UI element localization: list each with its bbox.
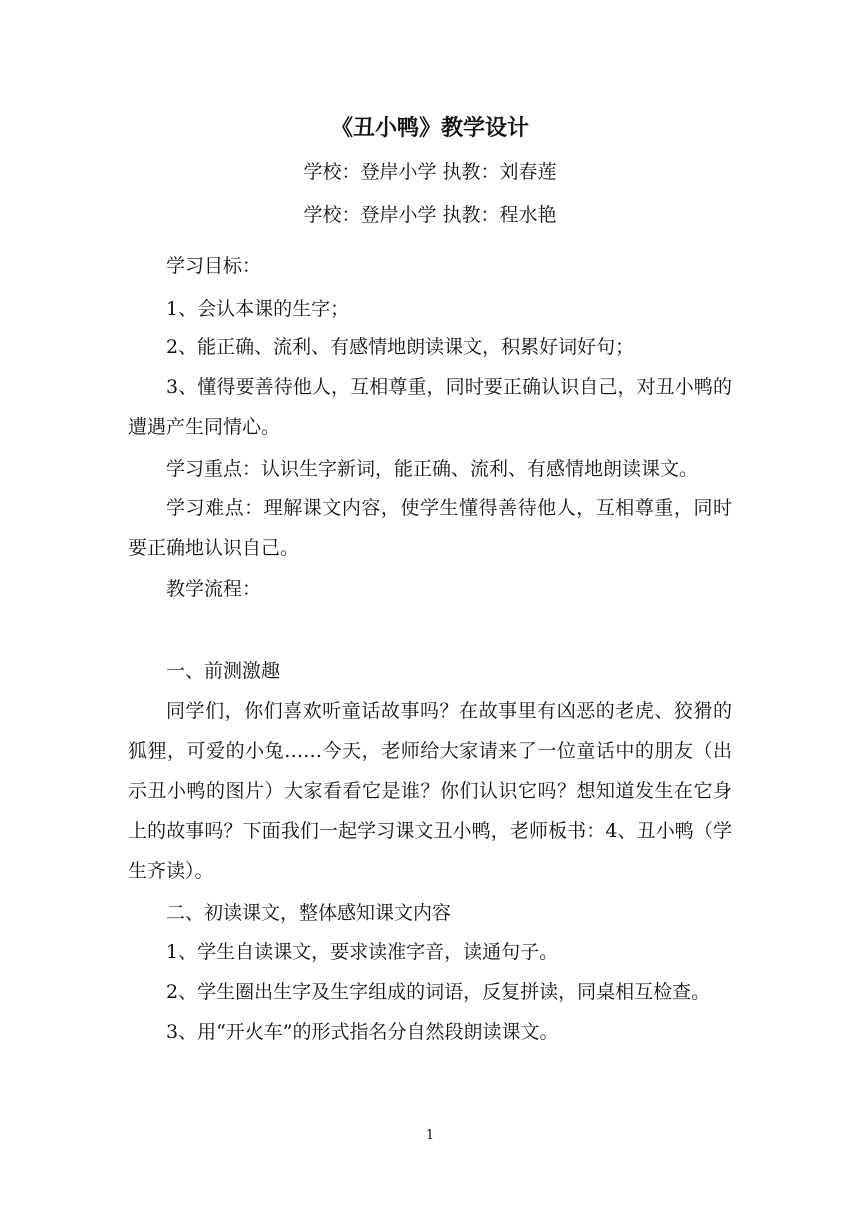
paragraph-step-1: 1、学生自读课文，要求读准字音，读通句子。 <box>166 941 559 963</box>
document-title: 《丑小鸭》教学设计 <box>330 115 529 141</box>
paragraph-step-3: 3、用“开火车”的形式指名分自然段朗读课文。 <box>166 1021 559 1043</box>
paragraph-objective-3: 3、懂得要善待他人，互相尊重，同时要正确认识自己，对丑小鸭的遭遇产生同情心。 <box>128 376 732 438</box>
paragraph-objective-2: 2、能正确、流利、有感情地朗读课文，积累好词好句； <box>166 336 635 358</box>
paragraph-intro-story: 同学们，你们喜欢听童话故事吗？在故事里有凶恶的老虎、狡猾的狐狸，可爱的小兔……今天，老师给大家请来了一位童话中的朋友（出示丑小鸭的图片）大家看看它是谁？你们认识它吗？想知道发生在它身上的故事吗？下面我们一起学习课文丑小鸭，老师板书：4、丑小鸭（学生齐读）。 <box>128 700 732 882</box>
paragraph-step-2: 2、学生圈出生字及生字组成的词语，反复拼读，同桌相互检查。 <box>166 981 711 1003</box>
author-line-1: 学校：登岸小学 执教：刘春莲 <box>303 161 557 183</box>
paragraph-objectives-heading: 学习目标： <box>166 255 262 277</box>
paragraph-process-heading: 教学流程： <box>166 578 262 600</box>
page-number: 1 <box>425 1128 435 1143</box>
paragraph-objective-1: 1、会认本课的生字； <box>166 298 350 320</box>
section-heading-2: 二、初读课文，整体感知课文内容 <box>166 902 452 924</box>
section-heading-1: 一、前测激趣 <box>166 660 281 682</box>
paragraph-difficulties: 学习难点：理解课文内容，使学生懂得善待他人，互相尊重，同时要正确地认识自己。 <box>128 497 732 559</box>
author-line-2: 学校：登岸小学 执教：程水艳 <box>303 204 557 226</box>
paragraph-key-points: 学习重点：认识生字新词，能正确、流利、有感情地朗读课文。 <box>166 458 699 480</box>
